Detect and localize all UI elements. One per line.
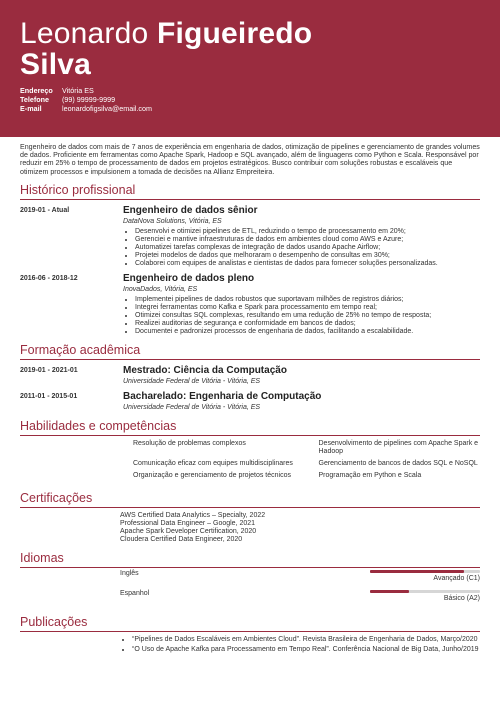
section-title-education: Formação acadêmica xyxy=(20,343,480,360)
publication-item-2: • “O Uso de Apache Kafka para Processamento em Tempo Real”. Conferência Nacional de Big Data, Junho/2019 xyxy=(132,646,480,654)
section-certifications xyxy=(20,491,480,544)
language-name-1: Inglês xyxy=(120,569,139,577)
history-org-2: InovaDados, Vitória, ES xyxy=(123,285,198,293)
contact-label-email: E-mail xyxy=(20,104,42,113)
contact-value-email: leonardofigsilva@email.com xyxy=(62,104,152,113)
skill-item-4: Gerenciamento de bancos de dados SQL e NoSQL xyxy=(318,459,478,467)
history-bullet-2-5: • Documentei e padronizei processos de engenharia de dados, facilitando a escalabilidade. xyxy=(135,328,480,336)
language-bar-fill-1 xyxy=(370,570,464,573)
section-title-skills: Habilidades e competências xyxy=(20,419,480,436)
section-languages xyxy=(20,551,480,608)
history-bullet-1-4: • Projetei modelos de dados que melhoraram o desempenho de consultas em 30%; xyxy=(135,252,480,260)
section-skills xyxy=(20,419,480,484)
section-title-certifications: Certificações xyxy=(20,491,480,508)
contact-row-address xyxy=(20,86,480,95)
section-history xyxy=(20,183,480,336)
education-org-1: Universidade Federal de Vitória - Vitória, ES xyxy=(123,377,261,385)
history-role-2: Engenheiro de dados pleno xyxy=(123,272,255,284)
contact-value-phone: (99) 99999-9999 xyxy=(62,95,116,104)
education-degree-1: Mestrado: Ciência da Computação xyxy=(123,364,287,376)
history-bullets-1 xyxy=(123,228,480,268)
publication-item-1: • “Pipelines de Dados Escaláveis em Ambientes Cloud”. Revista Brasileira de Engenharia de Dados, Março/2020 xyxy=(132,636,480,644)
education-degree-2: Bacharelado: Engenharia de Computação xyxy=(123,390,322,402)
history-bullet-1-5: • Colaborei com equipes de analistas e cientistas de dados para fornecer soluções personalizadas. xyxy=(135,260,480,268)
contact-label-address: Endereço xyxy=(20,86,53,95)
history-org-1: DataNova Solutions, Vitória, ES xyxy=(123,217,222,225)
history-bullet-2-3: • Otimizei consultas SQL complexas, resultando em uma redução de 25% no tempo de resposta; xyxy=(135,312,480,320)
education-main-2 xyxy=(123,391,480,412)
education-date-2: 2011-01 - 2015-01 xyxy=(20,392,78,400)
publications-list xyxy=(120,636,480,654)
first-name: Leonardo xyxy=(20,17,149,50)
skill-item-3: Comunicação eficaz com equipes multidisciplinares xyxy=(133,459,293,467)
history-main-2 xyxy=(123,273,480,336)
history-date-2: 2016-06 - 2018-12 xyxy=(20,274,78,282)
language-name-2: Espanhol xyxy=(120,589,150,597)
skill-item-2: Desenvolvimento de pipelines com Apache Spark e Hadoop xyxy=(318,439,479,455)
professional-summary: Engenheiro de dados com mais de 7 anos de experiência em engenharia de dados, otimização de pipelines e gerenciamento de grandes volumes de dados. Proficiente em ferramentas como Apache Spark, Hadoop e SQL avançado, além de linguagens como Python e Scala. Responsável por reduzir em 25% o tempo de processamento de dados em projetos estratégicos. Busco contribuir com soluções robustas e escaláveis que otimizem processos e impulsionem a tomada de decisões na Allianz Empreiteira. xyxy=(20,143,480,176)
skill-item-1: Resolução de problemas complexos xyxy=(133,439,246,447)
contact-value-address: Vitória ES xyxy=(62,86,94,95)
certification-item-1: AWS Certified Data Analytics – Specialty, 2022 xyxy=(120,511,266,519)
section-education xyxy=(20,343,480,412)
education-main-1 xyxy=(123,365,480,386)
certification-item-2: Professional Data Engineer – Google, 2021 xyxy=(120,519,256,527)
contact-row-phone xyxy=(20,95,480,104)
skill-item-5: Organização e gerenciamento de projetos técnicos xyxy=(133,471,291,479)
contact-block xyxy=(20,86,480,113)
contact-row-email xyxy=(20,104,480,113)
history-entry-2 xyxy=(20,273,480,336)
education-date-1: 2019-01 - 2021-01 xyxy=(20,366,78,374)
certification-item-4: Cloudera Certified Data Engineer, 2020 xyxy=(120,535,243,543)
history-date-1: 2019-01 - Atual xyxy=(20,206,70,214)
certifications-list xyxy=(120,512,480,544)
history-bullet-1-2: • Gerenciei e mantive infraestruturas de dados em ambientes cloud como AWS e Azure; xyxy=(135,236,480,244)
history-bullet-2-4: • Realizei auditorias de segurança e conformidade em bancos de dados; xyxy=(135,320,480,328)
skill-item-6: Programação em Python e Scala xyxy=(318,471,422,479)
section-title-history: Histórico profissional xyxy=(20,183,480,200)
history-bullet-2-1: • Implementei pipelines de dados robustos que suportavam milhões de registros diários; xyxy=(135,296,480,304)
section-title-publications: Publicações xyxy=(20,615,480,632)
education-entry-1 xyxy=(20,365,480,386)
history-bullet-2-2: • Integrei ferramentas como Kafka e Spark para processamento em tempo real; xyxy=(135,304,480,312)
education-entry-2 xyxy=(20,391,480,412)
language-level-1: Avançado (C1) xyxy=(433,574,480,582)
language-bar-fill-2 xyxy=(370,590,409,593)
history-bullet-1-3: • Automatizei tarefas complexas de integração de dados usando Apache Airflow; xyxy=(135,244,480,252)
history-main-1 xyxy=(123,205,480,268)
last-name-2: Silva xyxy=(20,48,92,81)
language-bar-1 xyxy=(370,570,480,573)
contact-label-phone: Telefone xyxy=(20,95,50,104)
language-row-2 xyxy=(120,590,480,608)
history-bullet-1-1: • Desenvolvi e otimizei pipelines de ETL, reduzindo o tempo de processamento em 20%; xyxy=(135,228,480,236)
publications-bullets xyxy=(120,636,480,654)
education-org-2: Universidade Federal de Vitória - Vitória, ES xyxy=(123,403,261,411)
certification-item-3: Apache Spark Developer Certification, 2020 xyxy=(120,527,257,535)
resume-content xyxy=(0,137,500,654)
resume-header xyxy=(0,0,500,137)
history-entry-1 xyxy=(20,205,480,268)
history-role-1: Engenheiro de dados sênior xyxy=(123,204,258,216)
section-title-languages: Idiomas xyxy=(20,551,480,568)
history-bullets-2 xyxy=(123,296,480,336)
language-bar-2 xyxy=(370,590,480,593)
language-level-2: Básico (A2) xyxy=(443,594,480,602)
candidate-name xyxy=(20,18,480,80)
section-publications xyxy=(20,615,480,654)
last-name-bold: Figueiredo xyxy=(156,17,313,50)
language-row-1 xyxy=(120,570,480,588)
skills-grid xyxy=(133,440,480,484)
